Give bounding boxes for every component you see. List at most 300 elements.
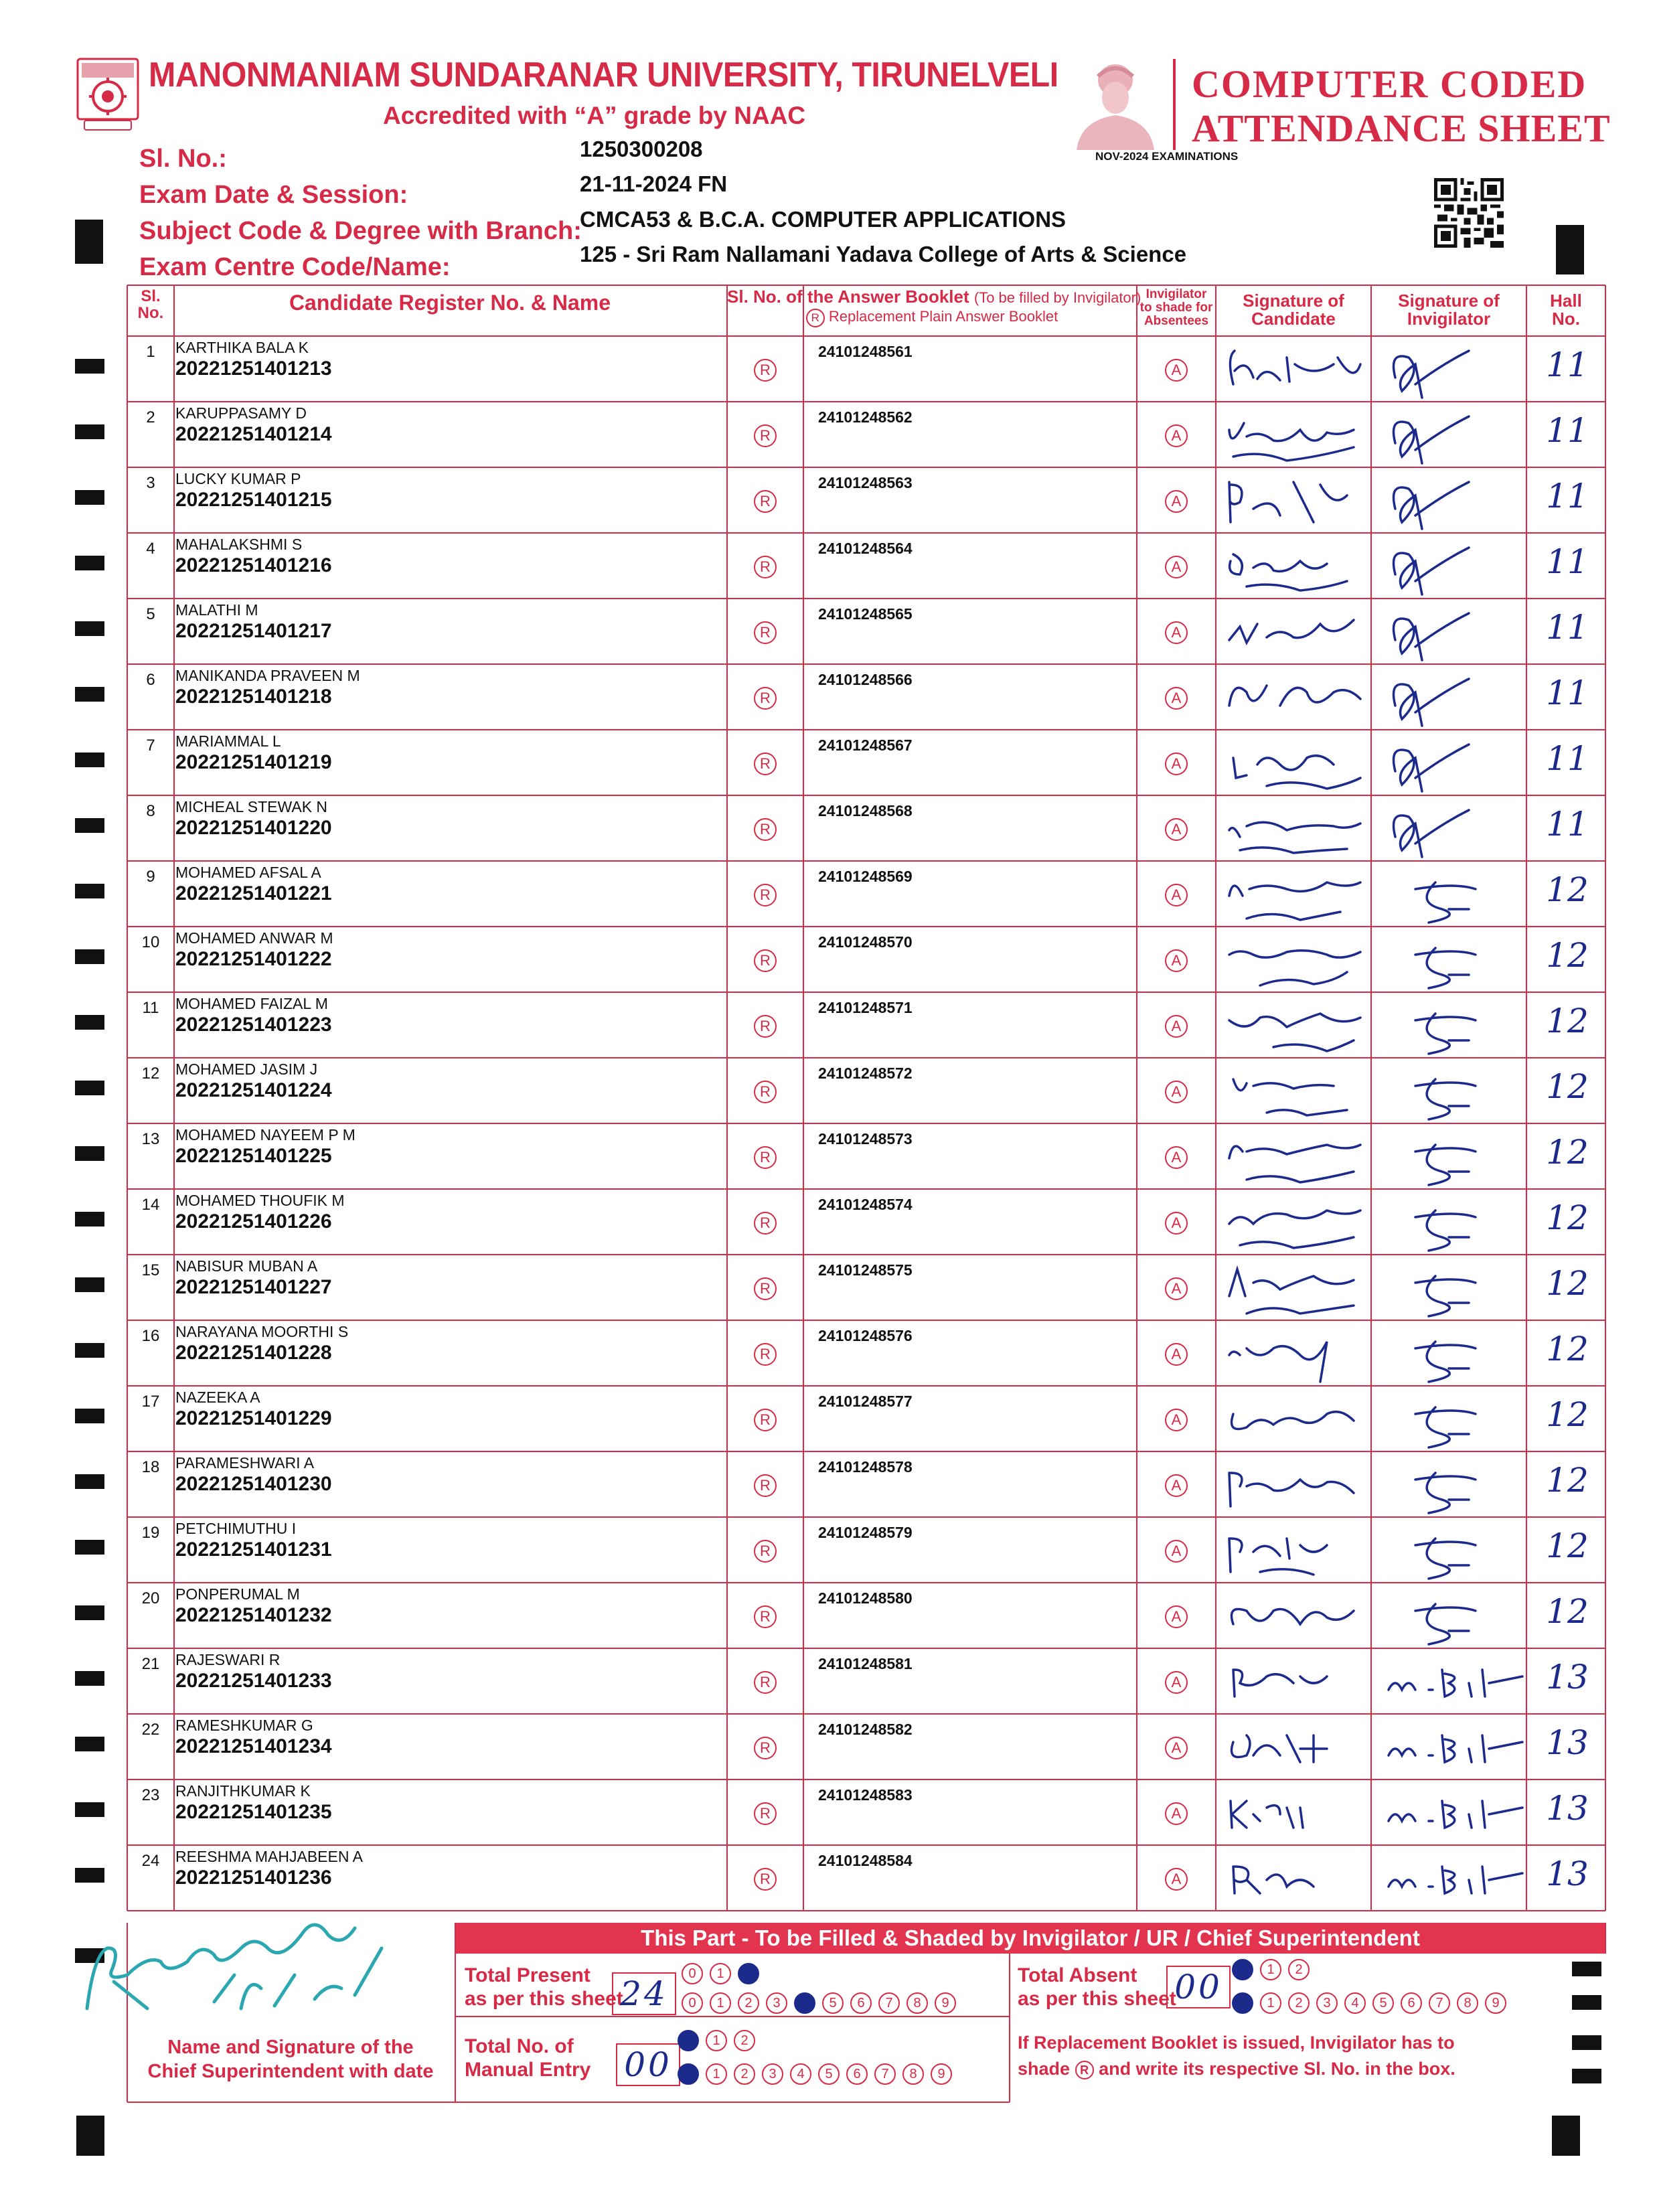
- timing-mark-corner: [1552, 2116, 1580, 2156]
- timing-mark-left: [75, 1409, 104, 1423]
- answer-booklet-no: 24101248580: [818, 1589, 913, 1607]
- table-row: [127, 402, 1605, 467]
- hall-no: 11: [1546, 805, 1589, 844]
- candidate-name: LUCKY KUMAR P: [175, 470, 301, 487]
- row-sl-no: 19: [141, 1524, 160, 1542]
- digit-bubble[interactable]: 3: [1316, 1992, 1338, 2014]
- digit-bubble[interactable]: 0: [678, 2063, 699, 2085]
- digit-bubble[interactable]: 2: [1288, 1992, 1310, 2014]
- candidate-signature: [1220, 731, 1372, 794]
- candidate-register-no: 20221251401233: [175, 1670, 332, 1692]
- manual-entry-box[interactable]: 00: [616, 2043, 680, 2086]
- chief-superintendent-label: [131, 2035, 450, 2084]
- header-signature-invigilator: [1372, 292, 1525, 329]
- timing-mark-left: [75, 1737, 104, 1751]
- candidate-signature: [1220, 1322, 1372, 1385]
- absentee-bubble[interactable]: A: [1165, 1802, 1188, 1825]
- answer-booklet-no: 24101248563: [818, 474, 913, 491]
- candidate-signature: [1220, 1059, 1372, 1122]
- row-sl-no: 13: [141, 1130, 160, 1148]
- candidate-signature: [1220, 1715, 1372, 1778]
- digit-bubble[interactable]: 4: [1344, 1992, 1366, 2014]
- candidate-register-no: 20221251401229: [175, 1407, 332, 1429]
- absentee-bubble[interactable]: A: [1165, 490, 1188, 513]
- answer-booklet-no: 24101248561: [818, 343, 913, 360]
- header-booklet: [727, 287, 1141, 327]
- header-sigc-2: Candidate: [1251, 309, 1336, 329]
- invigilator-signature: [1375, 1650, 1528, 1713]
- absentee-bubble[interactable]: A: [1165, 1605, 1188, 1628]
- candidate-register-no: 20221251401228: [175, 1342, 332, 1364]
- header-hall-1: Hall: [1550, 291, 1582, 311]
- candidate-name: NABISUR MUBAN A: [175, 1257, 318, 1275]
- header-hall-2: No.: [1552, 309, 1580, 329]
- digit-bubble[interactable]: 1: [706, 2030, 727, 2051]
- timing-mark-left: [75, 1081, 104, 1095]
- timing-mark-left: [75, 818, 104, 833]
- row-sl-no: 2: [146, 408, 155, 426]
- hall-no: 12: [1546, 1002, 1589, 1040]
- timing-mark-left: [75, 884, 104, 898]
- header-sigi-1: Signature of: [1398, 291, 1500, 311]
- absent-tens-bubbles: [1232, 1959, 1316, 1982]
- replacement-bubble[interactable]: R: [754, 687, 777, 710]
- answer-booklet-no: 24101248569: [818, 868, 913, 885]
- timing-mark-left: [75, 1540, 104, 1555]
- accreditation-text: Accredited with “A” grade by NAAC: [383, 102, 806, 129]
- absentee-bubble[interactable]: A: [1165, 1737, 1188, 1759]
- note-line2-b: and write its respective Sl. No. in the box.: [1099, 2059, 1455, 2079]
- answer-booklet-no: 24101248574: [818, 1196, 913, 1213]
- replacement-bubble[interactable]: R: [754, 1212, 777, 1235]
- digit-bubble[interactable]: 0: [678, 2030, 699, 2051]
- invigilator-signature: [1375, 1059, 1528, 1122]
- replacement-bubble[interactable]: R: [754, 621, 777, 644]
- replacement-bubble[interactable]: R: [754, 1540, 777, 1563]
- present-units-bubbles: [682, 1992, 963, 2015]
- total-absent-label-1: Total Absent: [1018, 1964, 1137, 1986]
- digit-bubble[interactable]: 3: [762, 2063, 783, 2085]
- candidate-name: NARAYANA MOORTHI S: [175, 1323, 349, 1340]
- digit-bubble[interactable]: 2: [738, 1963, 759, 1984]
- absentee-bubble[interactable]: A: [1165, 884, 1188, 906]
- candidate-name: KARTHIKA BALA K: [175, 339, 309, 356]
- digit-bubble[interactable]: 4: [790, 2063, 811, 2085]
- candidate-name: KARUPPASAMY D: [175, 404, 307, 422]
- table-row: [127, 992, 1605, 1058]
- founder-portrait: [1071, 56, 1160, 150]
- header-invigilator-shade: [1138, 288, 1214, 328]
- note-r-circle: R: [1075, 2061, 1094, 2079]
- timing-mark-left: [75, 359, 104, 374]
- row-sl-no: 18: [141, 1458, 160, 1476]
- invigilator-signature: [1375, 1518, 1528, 1581]
- candidate-register-no: 20221251401223: [175, 1014, 332, 1036]
- table-row: [127, 1189, 1605, 1255]
- candidate-signature: [1220, 1453, 1372, 1516]
- hall-no: 11: [1546, 674, 1589, 712]
- candidate-register-no: 20221251401218: [175, 686, 332, 708]
- digit-bubble[interactable]: 9: [935, 1992, 956, 2014]
- header-replacement-r: R: [806, 309, 825, 327]
- replacement-bubble[interactable]: R: [754, 490, 777, 513]
- digit-bubble[interactable]: 2: [1288, 1959, 1310, 1980]
- timing-mark-left: [75, 753, 104, 767]
- table-row: [127, 467, 1605, 533]
- header-sl-no: [127, 288, 174, 321]
- candidate-signature: [1220, 797, 1372, 860]
- replacement-bubble[interactable]: R: [754, 1409, 777, 1431]
- candidate-name: MARIAMMAL L: [175, 732, 281, 750]
- exam-date-value: 21-11-2024 FN: [580, 171, 728, 196]
- table-row: [127, 1123, 1605, 1189]
- invigilator-signature: [1375, 665, 1528, 728]
- hall-no: 13: [1546, 1789, 1589, 1828]
- timing-mark-left: [75, 1605, 104, 1620]
- digit-bubble[interactable]: 6: [846, 2063, 868, 2085]
- digit-bubble[interactable]: 2: [734, 2063, 755, 2085]
- digit-bubble[interactable]: 2: [738, 1992, 759, 2014]
- invigilator-signature: [1375, 1584, 1528, 1647]
- row-sl-no: 16: [141, 1327, 160, 1345]
- total-present-label-1: Total Present: [465, 1964, 590, 1986]
- row-sl-no: 7: [146, 736, 155, 755]
- timing-mark-left: [75, 1146, 104, 1161]
- hall-no: 12: [1546, 870, 1589, 909]
- replacement-bubble[interactable]: R: [754, 556, 777, 578]
- header-hall-no: [1528, 292, 1604, 329]
- absentee-bubble[interactable]: A: [1165, 818, 1188, 841]
- timing-mark-left: [75, 1277, 104, 1292]
- timing-mark-corner: [1556, 225, 1584, 274]
- manual-entry-label-1: Total No. of: [465, 2035, 574, 2057]
- digit-bubble[interactable]: 5: [1372, 1992, 1394, 2014]
- invigilator-signature: [1375, 797, 1528, 860]
- candidate-name: MOHAMED AFSAL A: [175, 864, 321, 881]
- answer-booklet-no: 24101248576: [818, 1327, 913, 1344]
- candidate-register-no: 20221251401232: [175, 1604, 332, 1626]
- absentee-bubble[interactable]: A: [1165, 1015, 1188, 1038]
- answer-booklet-no: 24101248564: [818, 540, 913, 557]
- candidate-signature: [1220, 469, 1372, 532]
- header-candidate: Candidate Register No. & Name: [289, 291, 611, 315]
- timing-mark-left: [75, 1474, 104, 1489]
- answer-booklet-no: 24101248572: [818, 1064, 913, 1082]
- replacement-bubble[interactable]: R: [754, 424, 777, 447]
- replacement-bubble[interactable]: R: [754, 753, 777, 775]
- candidate-register-no: 20221251401225: [175, 1145, 332, 1167]
- invigilator-signature: [1375, 1781, 1528, 1844]
- replacement-bubble[interactable]: R: [754, 1343, 777, 1366]
- total-present-label: [465, 1964, 623, 2010]
- replacement-bubble[interactable]: R: [754, 1868, 777, 1891]
- replacement-bubble[interactable]: R: [754, 1277, 777, 1300]
- replacement-bubble[interactable]: R: [754, 1802, 777, 1825]
- invigilator-signature: [1375, 337, 1528, 400]
- table-row: [127, 1255, 1605, 1320]
- candidate-name: MALATHI M: [175, 601, 258, 619]
- header-sl: Sl.: [141, 287, 161, 305]
- hall-no: 12: [1546, 1264, 1589, 1303]
- absentee-bubble[interactable]: A: [1165, 1343, 1188, 1366]
- sheet-title-line2: ATTENDANCE SHEET: [1192, 106, 1611, 150]
- absentee-bubble[interactable]: A: [1165, 1277, 1188, 1300]
- candidate-signature: [1220, 1387, 1372, 1450]
- replacement-bubble[interactable]: R: [754, 1015, 777, 1038]
- hall-no: 12: [1546, 1592, 1589, 1631]
- invigilator-signature: [1375, 731, 1528, 794]
- digit-bubble[interactable]: 7: [878, 1992, 900, 2014]
- replacement-bubble[interactable]: R: [754, 1081, 777, 1103]
- row-sl-no: 6: [146, 671, 155, 689]
- digit-bubble[interactable]: 6: [850, 1992, 872, 2014]
- row-sl-no: 20: [141, 1589, 160, 1607]
- note-line2: [1018, 2056, 1455, 2082]
- answer-booklet-no: 24101248575: [818, 1261, 913, 1279]
- total-absent-box[interactable]: 00: [1166, 1966, 1231, 2008]
- digit-bubble[interactable]: 8: [907, 1992, 928, 2014]
- hall-no: 13: [1546, 1723, 1589, 1762]
- sl-no-label: Sl. No.:: [139, 145, 227, 173]
- row-sl-no: 4: [146, 540, 155, 558]
- hall-no: 12: [1546, 1395, 1589, 1434]
- footer-band-text: This Part - To be Filled & Shaded by Invigilator / UR / Chief Superintendent: [641, 1925, 1420, 1950]
- absentee-bubble[interactable]: A: [1165, 1212, 1188, 1235]
- candidate-register-no: 20221251401226: [175, 1210, 332, 1233]
- candidate-name: NAZEEKA A: [175, 1389, 260, 1406]
- candidate-signature: [1220, 1518, 1372, 1581]
- centre-label: Exam Centre Code/Name:: [139, 253, 451, 281]
- replacement-bubble[interactable]: R: [754, 1605, 777, 1628]
- university-logo: [75, 58, 141, 133]
- replacement-bubble[interactable]: R: [754, 949, 777, 972]
- digit-bubble[interactable]: 4: [794, 1992, 815, 2014]
- digit-bubble[interactable]: 1: [706, 2063, 727, 2085]
- invigilator-signature: [1375, 1256, 1528, 1319]
- digit-bubble[interactable]: 7: [1429, 1992, 1450, 2014]
- note-line1: If Replacement Booklet is issued, Invigilator has to: [1018, 2033, 1455, 2053]
- invigilator-signature: [1375, 600, 1528, 663]
- candidate-name: PETCHIMUTHU I: [175, 1520, 297, 1537]
- digit-bubble[interactable]: 9: [931, 2063, 952, 2085]
- hall-no: 11: [1546, 411, 1589, 450]
- candidate-register-no: 20221251401217: [175, 620, 332, 642]
- header-inv-2: to shade for: [1139, 300, 1213, 315]
- hall-no: 11: [1546, 477, 1589, 516]
- candidate-register-no: 20221251401221: [175, 882, 332, 904]
- hall-no: 11: [1546, 739, 1589, 778]
- sheet-title-line1: COMPUTER CODED: [1192, 62, 1587, 106]
- absentee-bubble[interactable]: A: [1165, 949, 1188, 972]
- digit-bubble[interactable]: 9: [1485, 1992, 1506, 2014]
- timing-mark-corner: [75, 220, 103, 264]
- absentee-bubble[interactable]: A: [1165, 556, 1188, 578]
- digit-bubble[interactable]: 2: [734, 2030, 755, 2051]
- invigilator-signature: [1375, 534, 1528, 597]
- present-tens-bubbles: [682, 1963, 766, 1986]
- candidate-signature: [1220, 1190, 1372, 1253]
- replacement-bubble[interactable]: R: [754, 1146, 777, 1169]
- hall-no: 12: [1546, 1067, 1589, 1106]
- answer-booklet-no: 24101248584: [818, 1852, 913, 1869]
- invigilator-signature: [1375, 1387, 1528, 1450]
- replacement-bubble[interactable]: R: [754, 884, 777, 906]
- absentee-bubble[interactable]: A: [1165, 1868, 1188, 1891]
- row-sl-no: 5: [146, 605, 155, 623]
- invigilator-signature: [1375, 862, 1528, 925]
- digit-bubble[interactable]: 0: [682, 1963, 703, 1984]
- candidate-signature: [1220, 994, 1372, 1056]
- invigilator-signature: [1375, 1715, 1528, 1778]
- answer-booklet-no: 24101248573: [818, 1130, 913, 1148]
- table-row: [127, 730, 1605, 795]
- digit-bubble[interactable]: 0: [1232, 1992, 1253, 2014]
- invigilator-signature: [1375, 1125, 1528, 1188]
- row-sl-no: 23: [141, 1786, 160, 1804]
- digit-bubble[interactable]: 1: [710, 1992, 731, 2014]
- exam-date-label: Exam Date & Session:: [139, 181, 408, 209]
- candidate-name: PARAMESHWARI A: [175, 1454, 315, 1472]
- manual-tens-bubbles: [678, 2030, 762, 2053]
- replacement-note: [1018, 2030, 1455, 2082]
- replacement-bubble[interactable]: R: [754, 818, 777, 841]
- invigilator-signature: [1375, 928, 1528, 991]
- hall-no: 13: [1546, 1854, 1589, 1893]
- timing-mark-left: [75, 1671, 104, 1686]
- absentee-bubble[interactable]: A: [1165, 1474, 1188, 1497]
- digit-bubble[interactable]: 0: [1232, 1959, 1253, 1980]
- centre-value: 125 - Sri Ram Nallamani Yadava College of Arts & Science: [580, 242, 1187, 266]
- timing-mark-left: [75, 424, 104, 439]
- absentee-bubble[interactable]: A: [1165, 1540, 1188, 1563]
- candidate-register-no: 20221251401214: [175, 423, 332, 445]
- candidate-register-no: 20221251401222: [175, 948, 332, 970]
- answer-booklet-no: 24101248582: [818, 1721, 913, 1738]
- replacement-bubble[interactable]: R: [754, 1474, 777, 1497]
- candidate-name: MOHAMED THOUFIK M: [175, 1192, 345, 1209]
- absentee-bubble[interactable]: A: [1165, 753, 1188, 775]
- row-sl-no: 15: [141, 1261, 160, 1279]
- header-booklet-main: Sl. No. of the Answer Booklet: [727, 287, 969, 307]
- header-no: No.: [137, 304, 164, 323]
- hall-no: 12: [1546, 1198, 1589, 1237]
- candidate-register-no: 20221251401236: [175, 1867, 332, 1889]
- absent-units-bubbles: [1232, 1992, 1513, 2015]
- timing-mark-right: [1572, 1962, 1601, 1976]
- replacement-bubble[interactable]: R: [754, 1737, 777, 1759]
- table-row: [127, 1780, 1605, 1845]
- table-row: [127, 664, 1605, 730]
- replacement-bubble[interactable]: R: [754, 359, 777, 382]
- timing-mark-right: [1572, 2069, 1601, 2083]
- digit-bubble[interactable]: 1: [710, 1963, 731, 1984]
- replacement-bubble[interactable]: R: [754, 1671, 777, 1694]
- total-present-box[interactable]: 24: [612, 1972, 676, 2015]
- candidate-signature: [1220, 534, 1372, 597]
- candidate-register-no: 20221251401227: [175, 1276, 332, 1298]
- table-row: [127, 1517, 1605, 1583]
- candidate-signature: [1220, 665, 1372, 728]
- absentee-bubble[interactable]: A: [1165, 1081, 1188, 1103]
- candidate-name: MOHAMED NAYEEM P M: [175, 1126, 356, 1143]
- digit-bubble[interactable]: 3: [766, 1992, 787, 2014]
- manual-entry-label: [465, 2035, 590, 2081]
- invigilator-signature: [1375, 403, 1528, 466]
- digit-bubble[interactable]: 7: [874, 2063, 896, 2085]
- absentee-bubble[interactable]: A: [1165, 1671, 1188, 1694]
- manual-units-bubbles: [678, 2063, 959, 2086]
- hall-no: 13: [1546, 1658, 1589, 1696]
- table-row: [127, 795, 1605, 861]
- chief-label-1: Name and Signature of the: [167, 2037, 414, 2058]
- chief-label-2: Chief Superintendent with date: [147, 2061, 434, 2083]
- total-absent-label: [1018, 1964, 1176, 2010]
- timing-mark-corner: [76, 2116, 104, 2156]
- table-row: [127, 1386, 1605, 1451]
- absentee-bubble[interactable]: A: [1165, 1409, 1188, 1431]
- hall-no: 12: [1546, 1133, 1589, 1172]
- digit-bubble[interactable]: 1: [1260, 1959, 1281, 1980]
- candidate-register-no: 20221251401235: [175, 1801, 332, 1823]
- qr-code: [1434, 178, 1504, 248]
- candidate-signature: [1220, 1650, 1372, 1713]
- header-replacement: [727, 309, 1137, 327]
- hall-no: 12: [1546, 1526, 1589, 1565]
- absentee-bubble[interactable]: A: [1165, 621, 1188, 644]
- digit-bubble[interactable]: 8: [1457, 1992, 1478, 2014]
- candidate-signature: [1220, 600, 1372, 663]
- timing-mark-left: [75, 556, 104, 570]
- absentee-bubble[interactable]: A: [1165, 1146, 1188, 1169]
- candidate-name: MANIKANDA PRAVEEN M: [175, 667, 360, 684]
- candidate-signature: [1220, 1256, 1372, 1319]
- answer-booklet-no: 24101248578: [818, 1458, 913, 1476]
- candidate-signature: [1220, 928, 1372, 991]
- candidate-signature: [1220, 1846, 1372, 1909]
- absentee-bubble[interactable]: A: [1165, 359, 1188, 382]
- candidate-signature: [1220, 1125, 1372, 1188]
- timing-mark-left: [75, 621, 104, 636]
- digit-bubble[interactable]: 8: [902, 2063, 924, 2085]
- row-sl-no: 10: [141, 933, 160, 951]
- absentee-bubble[interactable]: A: [1165, 424, 1188, 447]
- absentee-bubble[interactable]: A: [1165, 687, 1188, 710]
- invigilator-signature: [1375, 469, 1528, 532]
- subject-label: Subject Code & Degree with Branch:: [139, 217, 582, 245]
- row-sl-no: 9: [146, 868, 155, 886]
- table-row: [127, 1058, 1605, 1123]
- table-row: [127, 599, 1605, 664]
- table-row: [127, 1451, 1605, 1517]
- manual-entry-label-2: Manual Entry: [465, 2058, 591, 2081]
- timing-mark-left: [75, 490, 104, 505]
- candidate-register-no: 20221251401215: [175, 489, 332, 511]
- digit-bubble[interactable]: 1: [1260, 1992, 1281, 2014]
- note-line2-a: shade: [1018, 2059, 1071, 2079]
- candidate-register-no: 20221251401220: [175, 817, 332, 839]
- digit-bubble[interactable]: 5: [818, 2063, 840, 2085]
- digit-bubble[interactable]: 5: [822, 1992, 844, 2014]
- digit-bubble[interactable]: 6: [1401, 1992, 1422, 2014]
- answer-booklet-no: 24101248571: [818, 999, 913, 1016]
- hall-no: 12: [1546, 936, 1589, 975]
- total-absent-label-2: as per this sheet: [1018, 1987, 1176, 2010]
- candidate-name: PONPERUMAL M: [175, 1585, 300, 1603]
- row-sl-no: 8: [146, 802, 155, 820]
- digit-bubble[interactable]: 0: [682, 1992, 703, 2014]
- timing-mark-right: [1572, 2035, 1601, 2050]
- table-row: [127, 336, 1605, 402]
